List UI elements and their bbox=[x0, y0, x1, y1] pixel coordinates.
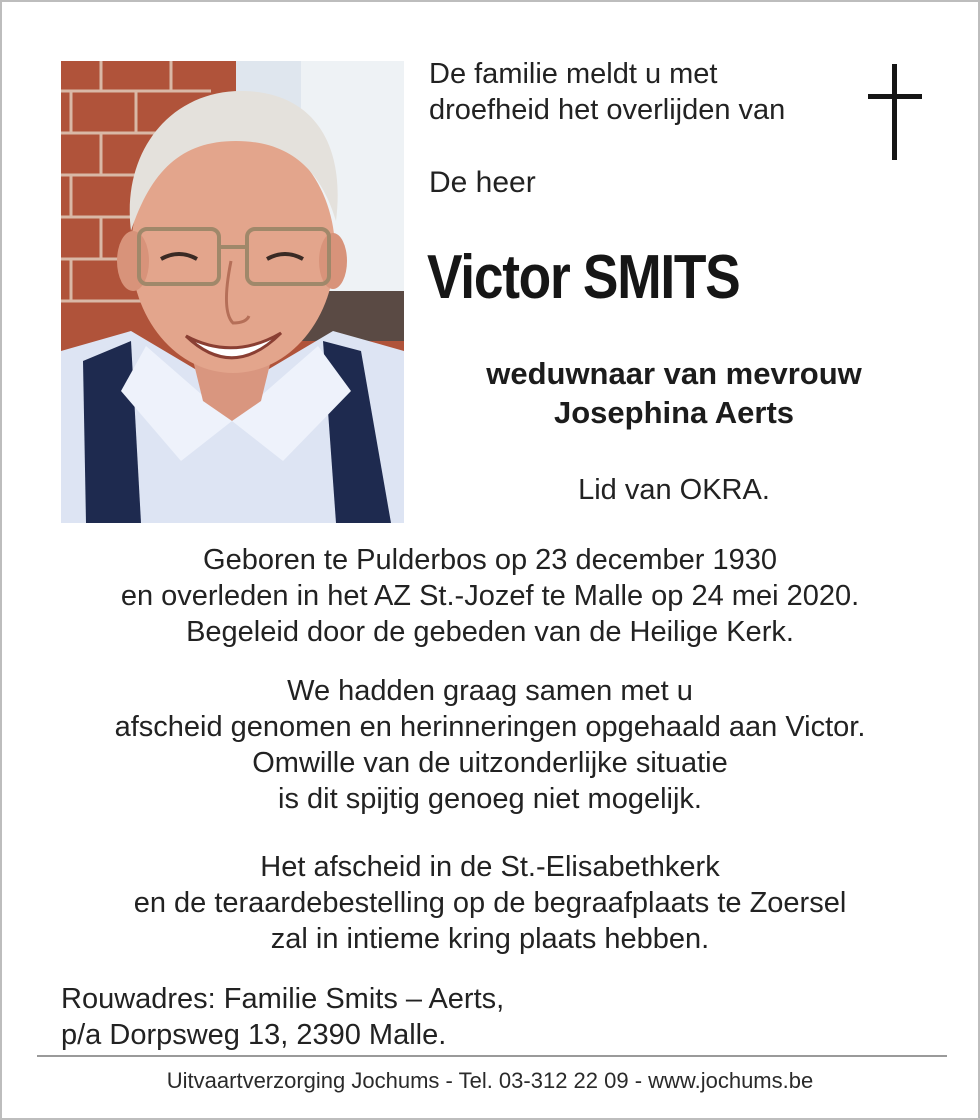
address-line: p/a Dorpsweg 13, 2390 Malle. bbox=[61, 1019, 447, 1051]
message-line: Omwille van de uitzonderlijke situatie bbox=[252, 747, 728, 779]
intro-line: De familie meldt u met bbox=[429, 58, 718, 90]
message-line: We hadden graag samen met u bbox=[287, 675, 693, 707]
address-line: Rouwadres: Familie Smits – Aerts, bbox=[61, 983, 505, 1015]
membership: Lid van OKRA. bbox=[578, 474, 770, 506]
latin-cross-icon bbox=[866, 64, 924, 162]
ceremony-info bbox=[2, 849, 978, 957]
ceremony-line: zal in intieme kring plaats hebben. bbox=[270, 923, 710, 955]
mourning-address bbox=[61, 981, 504, 1053]
spouse-name: Josephina Aerts bbox=[553, 395, 795, 430]
ceremony-line: Het afscheid in de St.-Elisabethkerk bbox=[260, 851, 720, 883]
portrait-illustration bbox=[61, 61, 404, 523]
message-line: is dit spijtig genoeg niet mogelijk. bbox=[278, 783, 702, 815]
spouse-line: weduwnaar van mevrouw bbox=[486, 356, 862, 391]
ceremony-line: en de teraardebestelling op de begraafplaats te Zoersel bbox=[133, 887, 847, 919]
message-line: afscheid genomen en herinneringen opgehaald aan Victor. bbox=[114, 711, 866, 743]
announcement-intro bbox=[429, 56, 785, 128]
funeral-home-footer: Uitvaartverzorging Jochums - Tel. 03-312 22 09 - www.jochums.be bbox=[166, 1068, 814, 1093]
details-line: Geboren te Pulderbos op 23 december 1930 bbox=[203, 544, 777, 576]
life-details bbox=[2, 542, 978, 650]
intro-line: droefheid het overlijden van bbox=[429, 94, 786, 126]
deceased-name: Victor SMITS bbox=[427, 243, 740, 312]
details-line: Begeleid door de gebeden van de Heilige Kerk. bbox=[186, 616, 794, 648]
farewell-message bbox=[2, 673, 978, 817]
details-line: en overleden in het AZ St.-Jozef te Malle op 24 mei 2020. bbox=[120, 580, 860, 612]
footer-divider bbox=[37, 1055, 947, 1057]
honorific: De heer bbox=[429, 166, 536, 199]
portrait-photo bbox=[61, 61, 404, 523]
